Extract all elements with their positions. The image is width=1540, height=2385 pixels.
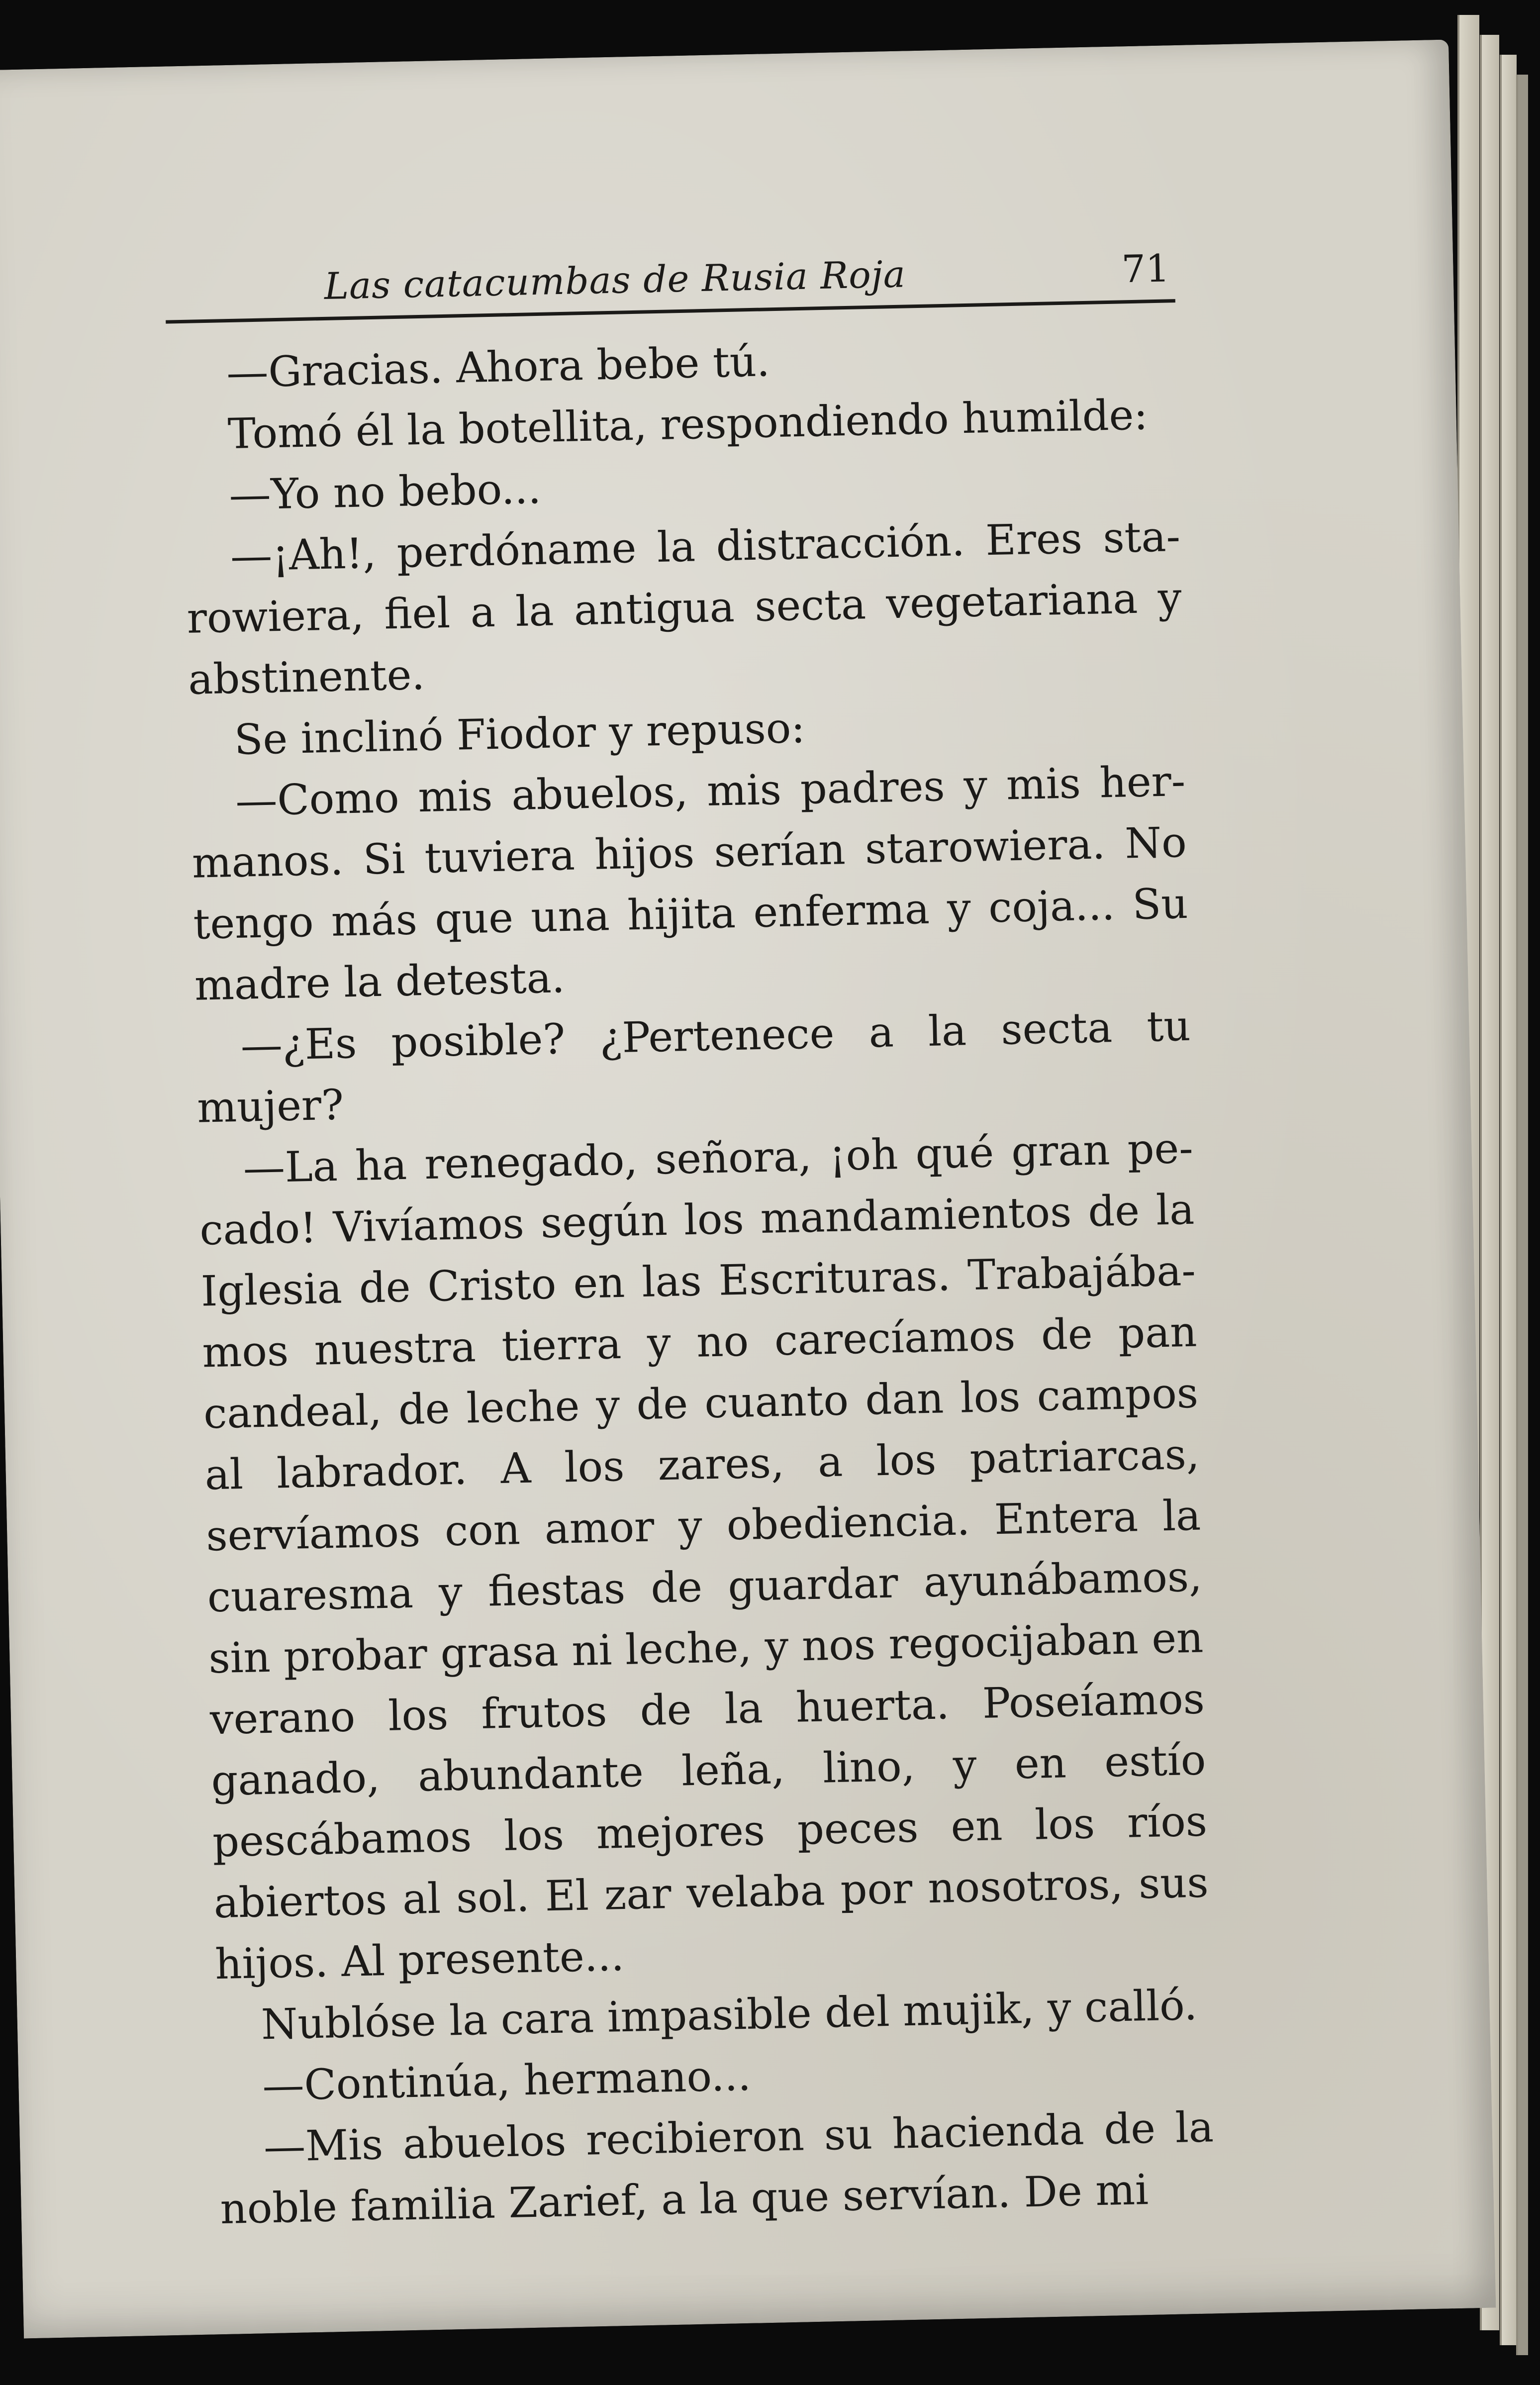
page-edge <box>1500 55 1517 2345</box>
paragraph: —Mis abuelos recibieron su hacienda de la noble familia Zarief, a la que servían. De mi <box>219 2102 1214 2234</box>
running-title: Las catacumbas de Rusia Roja <box>323 253 906 308</box>
page-edge <box>1516 75 1528 2355</box>
paragraph: —Continúa, hermano... <box>262 2051 752 2110</box>
page-number: 71 <box>1121 246 1170 292</box>
paragraph: —Gracias. Ahora bebe tú. <box>226 337 770 398</box>
page-content <box>179 224 1216 2240</box>
paragraph: —¡Ah!, perdóname la distracción. Eres starowiera, fiel a la antigua secta vegetariana y abstinente. <box>186 512 1182 704</box>
paragraph: Tomó él la botellita, respondiendo humilde: <box>227 390 1149 459</box>
body-text <box>181 322 1215 2240</box>
book-page <box>0 40 1496 2339</box>
page-header <box>164 224 1175 323</box>
paragraph: —Yo no bebo... <box>228 464 542 520</box>
paragraph: —La ha renegado, señora, ¡oh qué gran pecado! Vivíamos según los mandamientos de la Iglesia de Cristo en las Escrituras. Trabajábamos nuestra tierra y no carecíamos de pan candeal, de leche y de cuanto dan los campos al labrador. A los zares, a los patriarcas, servíamos con amor y obediencia. Entera la cuaresma y fiestas de guardar ayunábamos, sin probar grasa ni leche, y nos regocijaban en verano los frutos de la huerta. Poseíamos ganado, abundante leña, lino, y en estío pescábamos los mejores peces en los ríos abiertos al sol. El zar velaba por nosotros, sus hijos. Al presente... <box>199 1123 1209 1989</box>
paragraph: —¿Es posible? ¿Pertenece a la secta tu mujer? <box>196 1001 1191 1132</box>
paragraph: Se inclinó Fiodor y repuso: <box>233 703 806 764</box>
paragraph: Nublóse la cara impasible del mujik, y calló. <box>260 1980 1198 2049</box>
paragraph: —Como mis abuelos, mis padres y mis hermanos. Si tuviera hijos serían starowiera. No tengo más que una hijita enferma y coja... Su madre la detesta. <box>192 756 1189 1010</box>
